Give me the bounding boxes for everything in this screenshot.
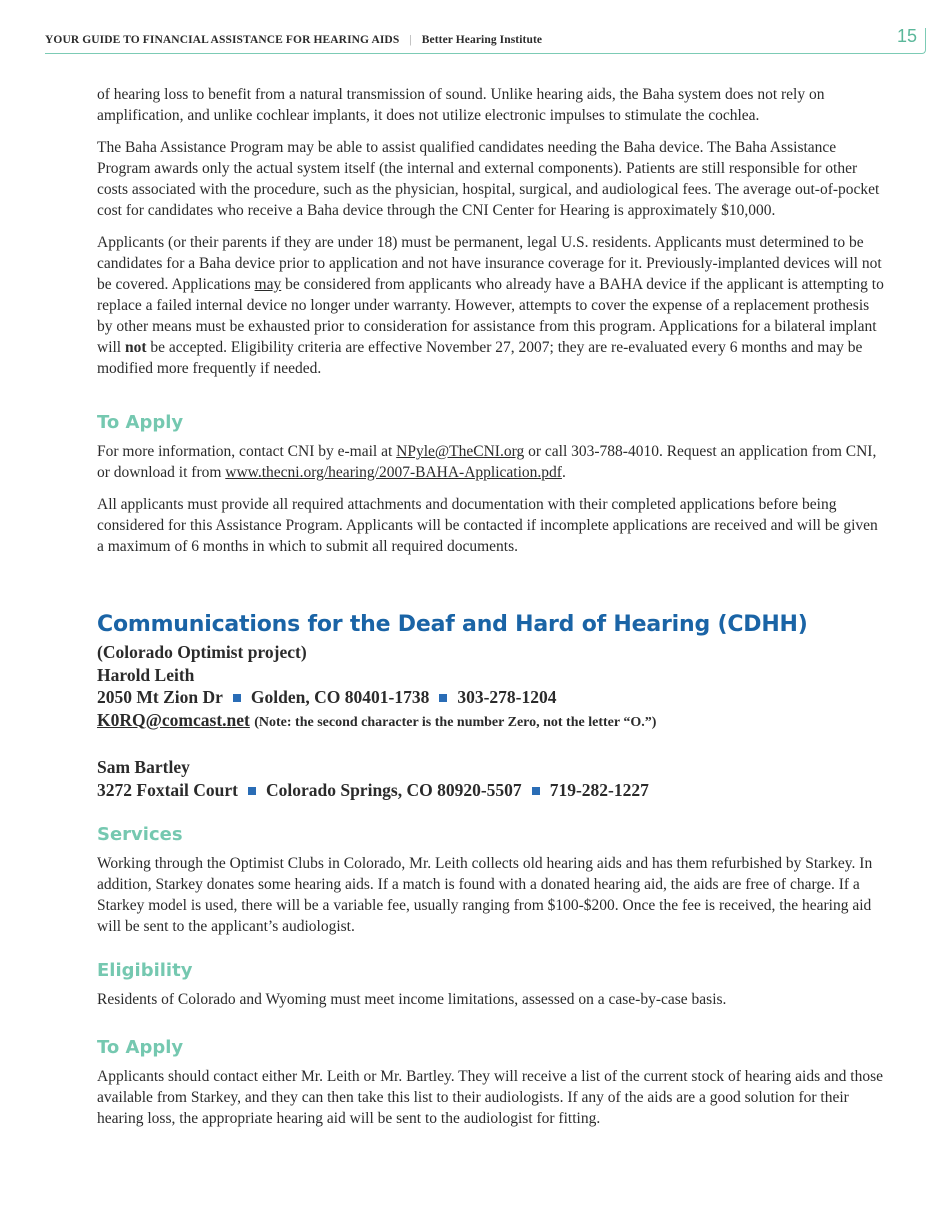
baha-p3-may: may <box>254 276 282 293</box>
running-header <box>45 34 542 46</box>
cni-email-link[interactable]: NPyle@TheCNI.org <box>396 443 525 460</box>
contact1-email-line <box>97 709 887 735</box>
contact2-phone: 719-282-1227 <box>549 779 649 800</box>
contact2-city: Colorado Springs, CO 80920-5507 <box>265 779 522 800</box>
baha-apply-paragraph-2: All applicants must provide all required attachments and documentation with their completed applications before being considered for this Assistance Program. Applicants will be contacted if incomplete applications are received and will be given a maximum of 6 months in which to submit all required documents. <box>97 496 878 555</box>
baha-apply-paragraph <box>97 441 887 483</box>
publisher-name: Better Hearing Institute <box>421 34 543 46</box>
baha-apply-part-c: . <box>561 464 566 481</box>
cdhh-title: Communications for the Deaf and Hard of Hearing (CDHH) <box>97 612 808 637</box>
guide-title: YOUR GUIDE TO FINANCIAL ASSISTANCE FOR HEARING AIDS <box>45 34 400 46</box>
contact1-address <box>97 686 887 709</box>
baha-paragraph-3 <box>97 232 887 379</box>
contact1-phone: 303-278-1204 <box>457 687 557 707</box>
contact2-name: Sam Bartley <box>97 757 190 777</box>
baha-p3-part-c: be accepted. Eligibility criteria are effective November 27, 2007; they are re-evaluated every 6 months and may be modified more frequently if needed. <box>97 339 863 377</box>
baha-p3-part-b: be considered from applicants who already have a BAHA device if the applicant is attempting to replace a failed internal device no longer under warranty. However, attempts to cover the expense of a replacement prothesis by other means must be exhausted prior to consideration for assistance from this program. Applications for a bilateral implant will <box>97 276 884 356</box>
baha-to-apply-heading: To Apply <box>97 412 184 433</box>
baha-p3-part-a: Applicants (or their parents if they are under 18) must be permanent, legal U.S. residents. Applicants must determined to be candidates for a Baha device prior to application and not have insurance coverage for it. Previously-implanted devices will not be covered. Applications <box>97 234 882 293</box>
cdhh-to-apply-heading: To Apply <box>97 1037 184 1058</box>
contact2-address <box>97 779 887 802</box>
page-content <box>97 84 887 1129</box>
contact1-name: Harold Leith <box>97 664 195 685</box>
bullet-icon <box>248 787 256 795</box>
eligibility-text: Residents of Colorado and Wyoming must meet income limitations, assessed on a case-by-case basis. <box>97 991 727 1008</box>
bullet-icon <box>439 694 447 702</box>
bullet-icon <box>233 694 241 702</box>
cdhh-project: (Colorado Optimist project) <box>97 642 307 662</box>
baha-application-link[interactable]: www.thecni.org/hearing/2007-BAHA-Application.pdf <box>225 464 562 481</box>
baha-apply-part-b: or call 303-788-4010. Request an application from CNI, or download it from <box>97 443 877 481</box>
header-separator: | <box>409 34 412 46</box>
baha-paragraph-2: The Baha Assistance Program may be able to assist qualified candidates needing the Baha device. The Baha Assistance Program awards only the actual system itself (the internal and external components). Patients are still responsible for other costs associated with the procedure, such as the physician, hospital, surgical, and audiological fees. The average out-of-pocket cost for candidates who receive a Baha device through the CNI Center for Hearing is approximately $10,000. <box>97 139 880 219</box>
contact1-email-note: (Note: the second character is the number Zero, not the letter “O.”) <box>254 714 657 730</box>
bullet-icon <box>532 787 540 795</box>
baha-paragraph-1: of hearing loss to benefit from a natural transmission of sound. Unlike hearing aids, the Baha system does not rely on amplification, and unlike cochlear implants, it does not utilize electronic impulses to stimulate the cochlea. <box>97 86 825 124</box>
eligibility-heading: Eligibility <box>97 960 193 981</box>
contact1-street: 2050 Mt Zion Dr <box>97 687 223 707</box>
contact1-email-link[interactable]: K0RQ@comcast.net <box>97 709 250 730</box>
page-header <box>45 28 926 54</box>
services-heading: Services <box>97 824 183 845</box>
page-number: 15 <box>896 26 917 46</box>
baha-p3-not: not <box>125 339 147 356</box>
baha-apply-part-a: For more information, contact CNI by e-mail at <box>97 443 397 460</box>
services-text: Working through the Optimist Clubs in Colorado, Mr. Leith collects old hearing aids and has them refurbished by Starkey. In addition, Starkey donates some hearing aids. If a match is found with a donated hearing aid, the aids are free of charge. If a Starkey model is used, there will be a variable fee, usually ranging from $100-$200. Once the fee is received, the hearing aid will be sent to the applicant’s audiologist. <box>97 855 873 935</box>
cdhh-to-apply-text: Applicants should contact either Mr. Leith or Mr. Bartley. They will receive a list of the current stock of hearing aids and those available from Starkey, and they can then take this list to their audiologists. If any of the aids are a good solution for their hearing loss, the appropriate hearing aid will be sent to the audiologist for fitting. <box>97 1068 883 1127</box>
contact2-street: 3272 Foxtail Court <box>97 779 238 800</box>
contact1-city: Golden, CO 80401-1738 <box>250 687 430 707</box>
